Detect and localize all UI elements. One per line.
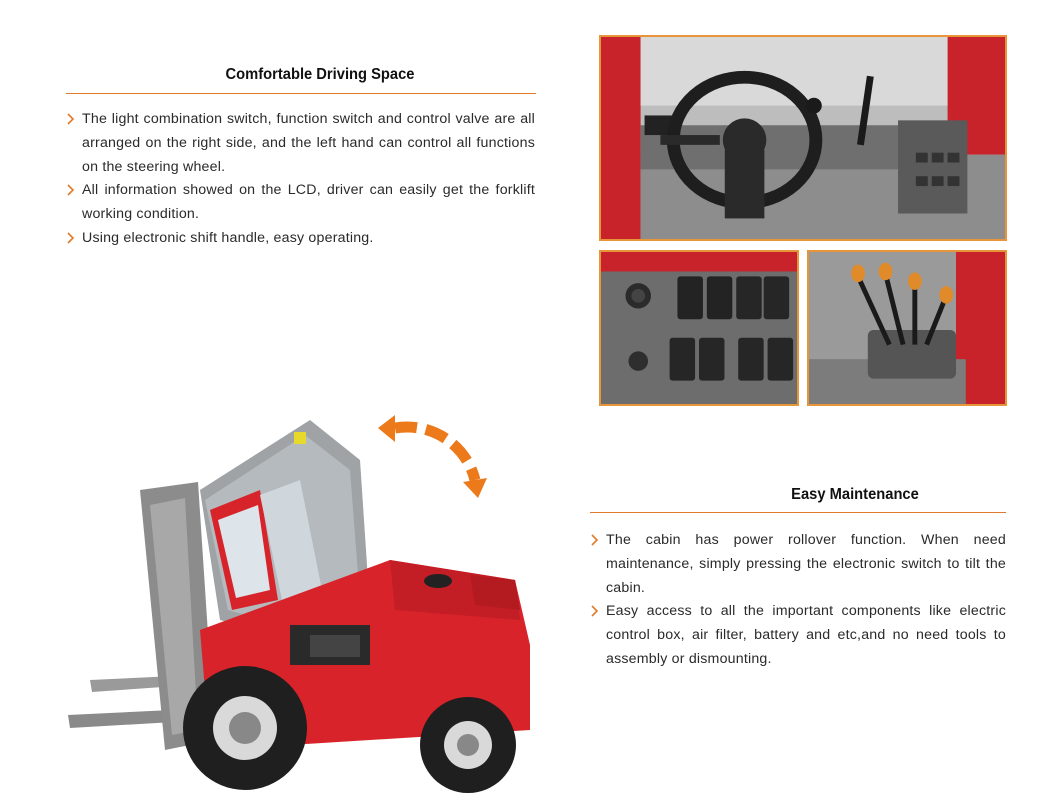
control-levers-photo (807, 250, 1007, 406)
bullet-text: All information showed on the LCD, driver can easily get the forklift working condition. (82, 182, 535, 223)
bullet-text: The light combination switch, function switch and control valve are all arranged on the right side, and the left hand can control all functions on the steering wheel. (82, 111, 535, 175)
chevron-right-icon (66, 112, 75, 126)
bullet-text: The cabin has power rollover function. When need maintenance, simply pressing the electronic switch to tilt the cabin. (606, 532, 1006, 596)
bullet-text: Using electronic shift handle, easy operating. (82, 229, 374, 246)
forklift-illustration (60, 410, 540, 805)
list-item (66, 108, 535, 179)
comfort-title-rule (66, 93, 536, 94)
rotate-arrow-icon (378, 415, 487, 498)
switch-panel-photo (599, 250, 799, 406)
maintenance-bullet-list (590, 529, 1006, 672)
maintenance-title: Easy Maintenance (791, 486, 919, 503)
list-item (590, 600, 1006, 671)
chevron-right-icon (66, 183, 75, 197)
comfort-bullet-list (66, 108, 535, 251)
list-item (66, 227, 535, 251)
chevron-right-icon (590, 604, 599, 618)
list-item (66, 179, 535, 227)
bullet-text: Easy access to all the important components like electric control box, air filter, battery and etc,and no need tools to assembly or dismounting. (606, 603, 1006, 667)
steering-wheel-photo (599, 35, 1007, 241)
comfort-title: Comfortable Driving Space (225, 66, 415, 83)
chevron-right-icon (590, 533, 599, 547)
maintenance-title-rule (590, 512, 1006, 513)
list-item (590, 529, 1006, 600)
chevron-right-icon (66, 231, 75, 245)
